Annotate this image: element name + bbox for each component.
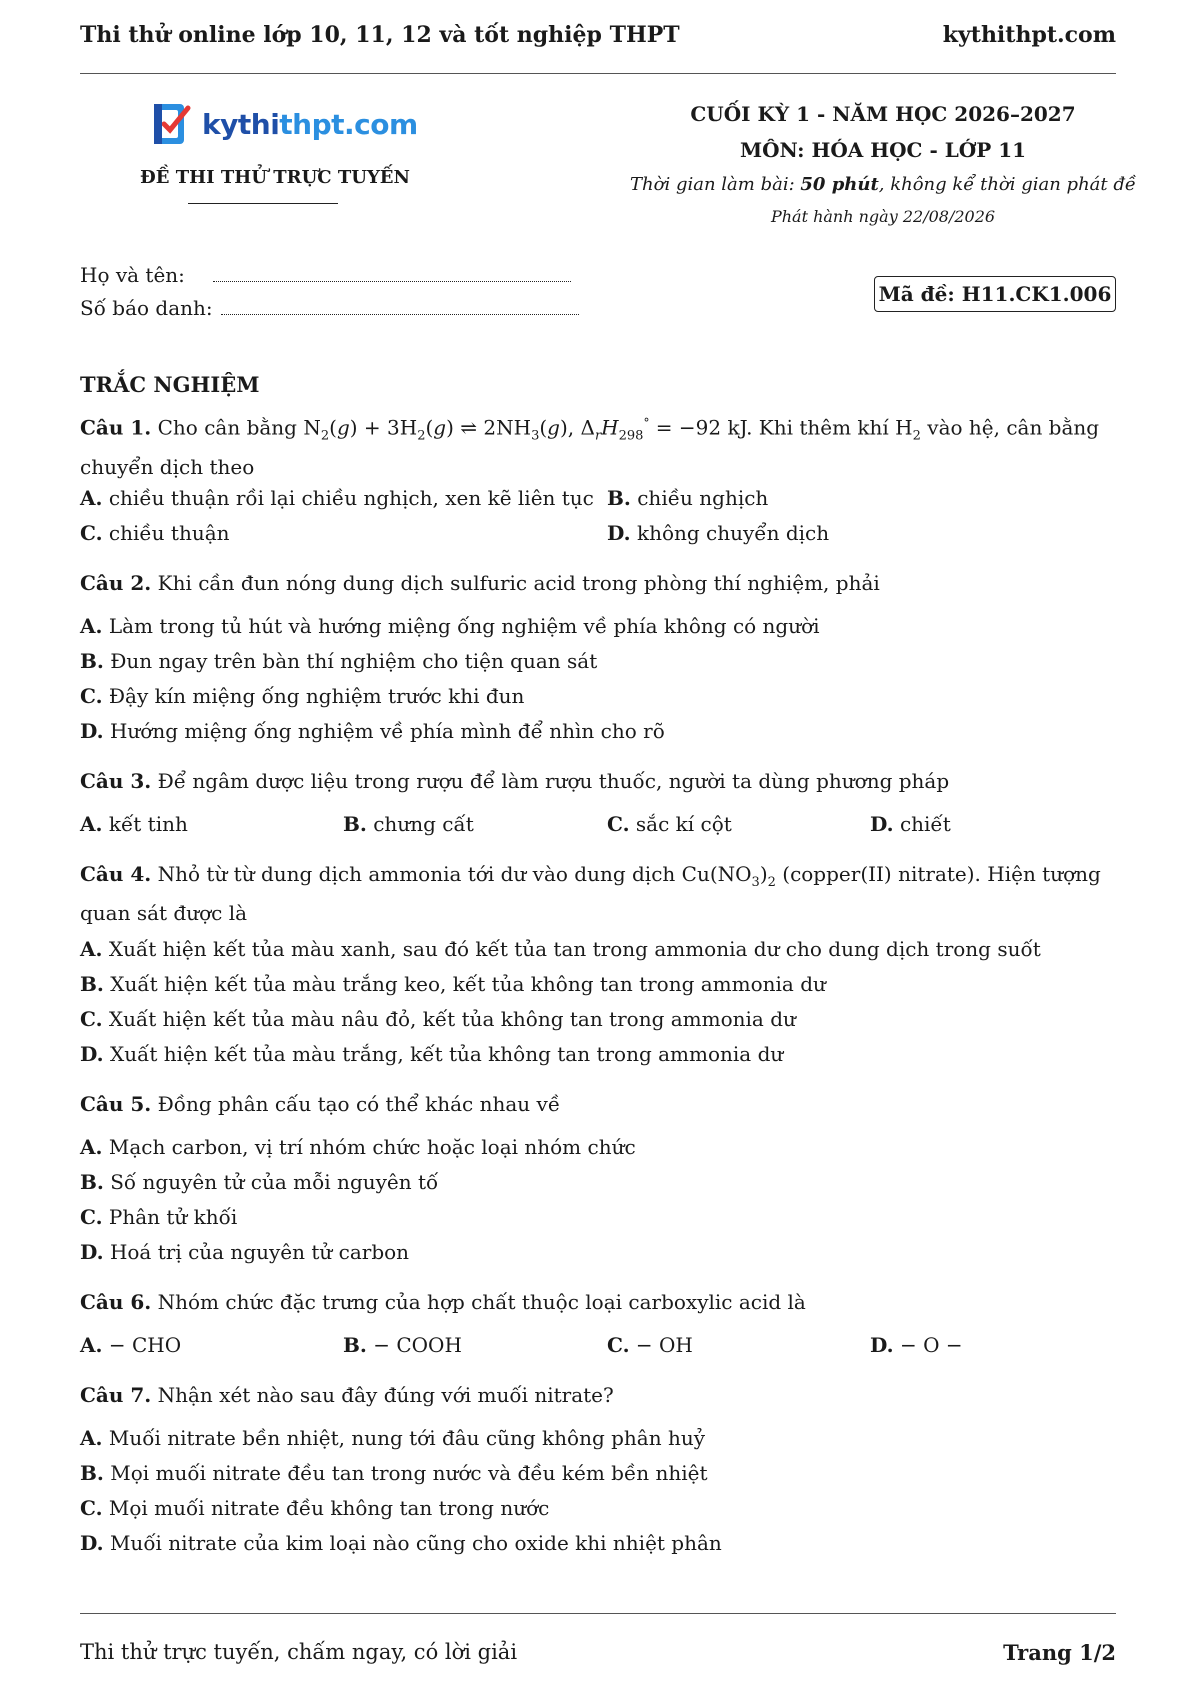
exam-code-box: Mã đề: H11.CK1.006 [874, 276, 1116, 312]
question-2: Câu 2. Khi cần đun nóng dung dịch sulfuric acid trong phòng thí nghiệm, phải [80, 571, 880, 595]
id-dots [221, 300, 579, 315]
q3-option-d[interactable]: D. chiết [870, 812, 951, 836]
q5-option-c[interactable]: C. Phân tử khối [80, 1205, 238, 1229]
q2-option-b[interactable]: B. Đun ngay trên bàn thí nghiệm cho tiện quan sát [80, 649, 598, 673]
q7-option-d[interactable]: D. Muối nitrate của kim loại nào cũng cho oxide khi nhiệt phân [80, 1531, 722, 1555]
q1-option-a[interactable]: A. chiều thuận rồi lại chiều nghịch, xen kẽ liên tục [80, 486, 594, 510]
name-field[interactable] [80, 263, 571, 287]
q7-option-c[interactable]: C. Mọi muối nitrate đều không tan trong nước [80, 1496, 550, 1520]
page-number: Trang 1/2 [1003, 1640, 1116, 1665]
question-1: Câu 1. Cho cân bằng $N_2(g) + 3H_2(g)$ ⇌ $2NH_3(g)$, $\Delta_rH_{298}^\circ = -92$ kJ. Khi thêm khí $H_2$ vào hệ, cân bằng chuyển dịch theo [80, 415, 1100, 479]
online-label: ĐỀ THI THỬ TRỰC TUYẾN [140, 167, 410, 188]
q7-option-b[interactable]: B. Mọi muối nitrate đều tan trong nước và đều kém bền nhiệt [80, 1461, 708, 1485]
header-right: kythithpt.com [942, 22, 1116, 48]
q1-option-c[interactable]: C. chiều thuận [80, 521, 230, 545]
q3-option-a[interactable]: A. kết tinh [80, 812, 188, 836]
section-title: TRẮC NGHIỆM [80, 372, 260, 397]
site-logo [152, 100, 418, 148]
exam-header [550, 96, 1191, 232]
page-header [80, 22, 1116, 48]
header-left: Thi thử online lớp 10, 11, 12 và tốt nghiệp THPT [80, 22, 680, 48]
exam-time: Thời gian làm bài: 50 phút, không kể thời gian phát đề [630, 174, 1136, 195]
question-4: Câu 4. Nhỏ từ từ dung dịch ammonia tới dư vào dung dịch $Cu(NO_3)_2$ (copper(II) nitrate). Hiện tượng quan sát được là [80, 862, 1101, 925]
q6-option-b[interactable]: B. − COOH [343, 1333, 462, 1357]
question-3: Câu 3. Để ngâm dược liệu trong rượu để làm rượu thuốc, người ta dùng phương pháp [80, 769, 950, 793]
q6-option-d[interactable]: D. − O − [870, 1333, 963, 1357]
header-divider [80, 73, 1116, 74]
footer-divider [80, 1613, 1116, 1614]
exam-issued: Phát hành ngày 22/08/2026 [770, 207, 996, 226]
question-5: Câu 5. Đồng phân cấu tạo có thể khác nhau về [80, 1092, 561, 1116]
question-6: Câu 6. Nhóm chức đặc trưng của hợp chất thuộc loại carboxylic acid là [80, 1290, 806, 1314]
q6-option-c[interactable]: C. − OH [607, 1333, 693, 1357]
q1-option-d[interactable]: D. không chuyển dịch [607, 521, 830, 545]
q6-option-a[interactable]: A. − CHO [80, 1333, 182, 1357]
q5-option-d[interactable]: D. Hoá trị của nguyên tử carbon [80, 1240, 410, 1264]
q7-option-a[interactable]: A. Muối nitrate bền nhiệt, nung tới đâu cũng không phân huỷ [80, 1426, 706, 1450]
q3-option-b[interactable]: B. chưng cất [343, 812, 474, 836]
logo-icon [152, 100, 196, 148]
name-label: Họ và tên: [80, 263, 185, 287]
id-label: Số báo danh: [80, 296, 213, 320]
q4-option-d[interactable]: D. Xuất hiện kết tủa màu trắng, kết tủa không tan trong ammonia dư [80, 1042, 784, 1066]
q2-option-a[interactable]: A. Làm trong tủ hút và hướng miệng ống nghiệm về phía không có người [80, 614, 820, 638]
id-field[interactable] [80, 296, 579, 320]
q2-option-d[interactable]: D. Hướng miệng ống nghiệm về phía mình để nhìn cho rõ [80, 719, 665, 743]
exam-subject: MÔN: HÓA HỌC - LỚP 11 [739, 138, 1027, 162]
online-underline [188, 203, 338, 204]
q1-option-b[interactable]: B. chiều nghịch [607, 486, 769, 510]
exam-title: CUỐI KỲ 1 - NĂM HỌC 2026–2027 [690, 102, 1076, 126]
q4-option-a[interactable]: A. Xuất hiện kết tủa màu xanh, sau đó kết tủa tan trong ammonia dư cho dung dịch trong suốt [80, 937, 1041, 961]
question-7: Câu 7. Nhận xét nào sau đây đúng với muối nitrate? [80, 1383, 614, 1407]
logo-text: kythithpt.com [202, 107, 418, 141]
exam-page [80, 0, 1136, 1684]
q5-option-b[interactable]: B. Số nguyên tử của mỗi nguyên tố [80, 1170, 439, 1194]
q2-option-c[interactable]: C. Đậy kín miệng ống nghiệm trước khi đun [80, 684, 525, 708]
page-footer [80, 1640, 1116, 1665]
footer-left: Thi thử trực tuyến, chấm ngay, có lời giải [80, 1640, 518, 1664]
q4-option-c[interactable]: C. Xuất hiện kết tủa màu nâu đỏ, kết tủa không tan trong ammonia dư [80, 1007, 796, 1031]
q5-option-a[interactable]: A. Mạch carbon, vị trí nhóm chức hoặc loại nhóm chức [80, 1135, 636, 1159]
q4-option-b[interactable]: B. Xuất hiện kết tủa màu trắng keo, kết tủa không tan trong ammonia dư [80, 972, 826, 996]
q3-option-c[interactable]: C. sắc kí cột [607, 812, 732, 836]
name-dots [213, 267, 571, 282]
